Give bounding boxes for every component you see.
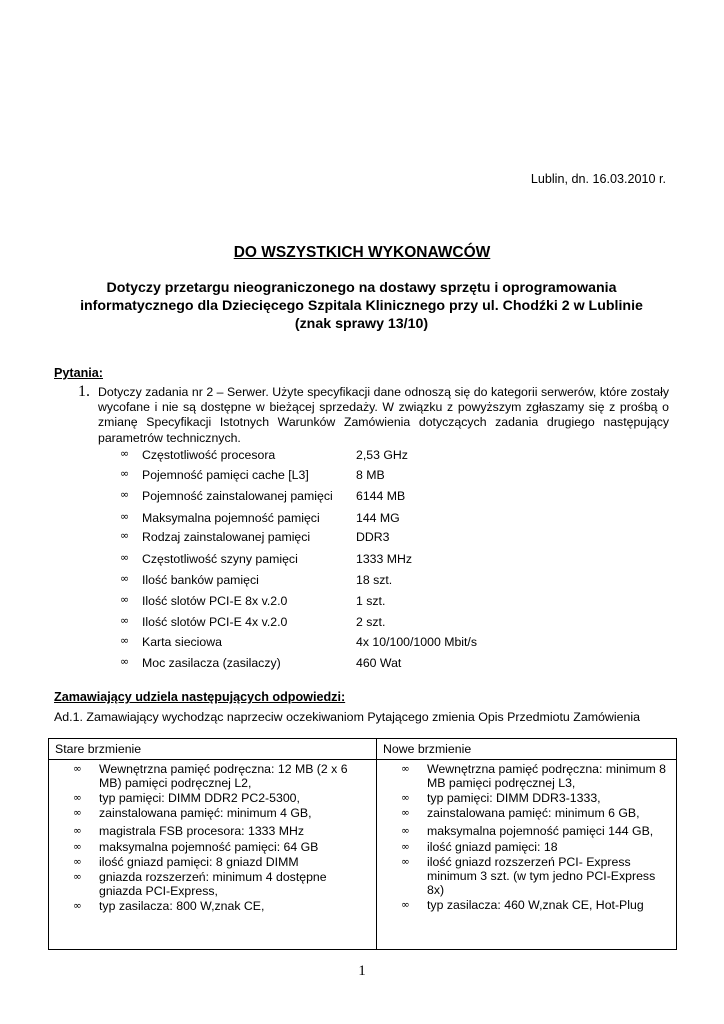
list-item: ∞ typ zasilacza: 460 W,znak CE, Hot-Plug: [401, 897, 644, 912]
comparison-table: [48, 738, 677, 950]
infinity-bullet-icon: ∞: [120, 510, 130, 523]
page-number: 1: [358, 963, 366, 979]
spec-row: [120, 573, 540, 589]
spec-row: [120, 594, 540, 610]
spec-label: Pojemność zainstalowanej pamięci: [142, 489, 333, 503]
spec-label: Karta sieciowa: [142, 635, 222, 649]
spec-label: Ilość banków pamięci: [142, 573, 259, 587]
answers-heading: Zamawiający udziela następujących odpowiedzi:: [54, 690, 346, 704]
infinity-bullet-icon: ∞: [73, 792, 82, 805]
spec-value: DDR3: [356, 530, 390, 544]
spec-row: [120, 511, 540, 527]
spec-row: [120, 530, 540, 546]
infinity-bullet-icon: ∞: [401, 855, 410, 868]
question-text: Dotyczy zadania nr 2 – Serwer. Użyte specyfikacji dane odnoszą się do kategorii serwerów, które zostały wycofane i nie są dostępne w bieżącej sprzedaży. W związku z powyższym zgłaszamy się z prośbą o zmianę Specyfikacji Istotnych Warunków Zamówienia dotyczących zadania drugiego następujący parametrów technicznych.: [98, 385, 669, 445]
list-item: ∞ maksymalna pojemność pamięci 144 GB,: [401, 824, 654, 839]
spec-label: Pojemność pamięci cache [L3]: [142, 468, 309, 482]
table-row: [49, 760, 677, 950]
list-item: ∞ typ zasilacza: 800 W,znak CE,: [73, 899, 265, 914]
spec-value: 8 MB: [356, 468, 385, 482]
spec-label: Częstotliwość szyny pamięci: [142, 552, 298, 566]
infinity-bullet-icon: ∞: [401, 825, 410, 838]
infinity-bullet-icon: ∞: [120, 572, 130, 585]
old-wording-header: Stare brzmienie: [49, 739, 377, 760]
old-wording-list: [73, 762, 370, 913]
infinity-bullet-icon: ∞: [120, 529, 130, 542]
infinity-bullet-icon: ∞: [73, 763, 82, 775]
spec-label: Ilość slotów PCI-E 8x v.2.0: [142, 594, 288, 608]
spec-row: [120, 615, 540, 631]
list-item: ∞ maksymalna pojemność pamięci: 64 GB: [73, 839, 319, 854]
infinity-bullet-icon: ∞: [120, 593, 130, 606]
page-title: DO WSZYSTKICH WYKONAWCÓW: [233, 244, 491, 261]
spec-row: [120, 552, 540, 568]
spec-value: 1 szt.: [356, 594, 386, 608]
spec-value: 2,53 GHz: [356, 448, 408, 462]
list-item: ∞ magistrala FSB procesora: 1333 MHz: [73, 824, 305, 839]
old-wording-cell: [49, 760, 377, 950]
list-item: ∞ typ pamięci: DIMM DDR3-1333,: [401, 791, 601, 806]
infinity-bullet-icon: ∞: [120, 467, 130, 480]
spec-value: 4x 10/100/1000 Mbit/s: [356, 635, 477, 649]
list-item: ∞ zainstalowana pamięć: minimum 4 GB,: [73, 806, 312, 821]
spec-row: [120, 656, 540, 672]
spec-value: 460 Wat: [356, 656, 402, 670]
spec-value: 1333 MHz: [356, 552, 413, 566]
list-item: ∞ typ pamięci: DIMM DDR2 PC2-5300,: [73, 791, 300, 806]
spec-value: 2 szt.: [356, 615, 386, 629]
list-item: ∞ ilość gniazd pamięci: 18: [401, 839, 558, 854]
infinity-bullet-icon: ∞: [73, 807, 82, 820]
list-item: ∞ Wewnętrzna pamięć podręczna: 12 MB (2 x 6 MB) pamięci podręcznej L2,: [73, 762, 348, 790]
infinity-bullet-icon: ∞: [401, 792, 410, 805]
subject-block: [60, 279, 663, 333]
list-item: ∞ ilość gniazd pamięci: 8 gniazd DIMM: [73, 854, 299, 869]
new-wording-list: [401, 762, 670, 912]
infinity-bullet-icon: ∞: [73, 825, 82, 838]
infinity-bullet-icon: ∞: [401, 807, 410, 820]
spec-row: [120, 489, 540, 505]
spec-value: 18 szt.: [356, 573, 393, 587]
subject-line-2: informatycznego dla Dziecięcego Szpitala Klinicznego przy ul. Chodźki 2 w Lublinie: [80, 298, 643, 314]
infinity-bullet-icon: ∞: [73, 840, 82, 853]
new-wording-header: Nowe brzmienie: [377, 739, 677, 760]
answer-ad1: Ad.1. Zamawiający wychodząc naprzeciw oczekiwaniom Pytającego zmienia Opis Przedmiotu Zamówienia: [54, 710, 641, 724]
subject-line-1: Dotyczy przetargu nieograniczonego na dostawy sprzętu i oprogramowania: [106, 280, 617, 296]
spec-value: 144 MG: [356, 511, 400, 525]
infinity-bullet-icon: ∞: [73, 900, 82, 913]
spec-label: Rodzaj zainstalowanej pamięci: [142, 530, 311, 544]
document-date: Lublin, dn. 16.03.2010 r.: [530, 172, 666, 186]
new-wording-cell: [377, 760, 677, 950]
infinity-bullet-icon: ∞: [120, 655, 130, 668]
spec-row: [120, 448, 540, 464]
spec-label: Częstotliwość procesora: [142, 448, 276, 462]
list-item: ∞ Wewnętrzna pamięć podręczna: minimum 8 MB pamięci podręcznej L3,: [401, 762, 666, 790]
infinity-bullet-icon: ∞: [120, 614, 130, 627]
spec-row: [120, 635, 540, 651]
infinity-bullet-icon: ∞: [73, 870, 82, 883]
question-number: 1.: [78, 383, 90, 400]
infinity-bullet-icon: ∞: [73, 855, 82, 868]
infinity-bullet-icon: ∞: [401, 898, 410, 911]
infinity-bullet-icon: ∞: [120, 634, 130, 647]
list-item: ∞ ilość gniazd rozszerzeń PCI- Express minimum 3 szt. (w tym jedno PCI-Express 8x): [401, 854, 656, 897]
infinity-bullet-icon: ∞: [120, 488, 130, 501]
list-item: ∞ gniazda rozszerzeń: minimum 4 dostępne gniazda PCI-Express,: [73, 869, 327, 898]
table-header-row: [49, 739, 677, 760]
spec-row: [120, 468, 540, 484]
infinity-bullet-icon: ∞: [401, 763, 410, 775]
spec-label: Moc zasilacza (zasilaczy): [142, 656, 281, 670]
spec-label: Ilość slotów PCI-E 4x v.2.0: [142, 615, 288, 629]
list-item: ∞ zainstalowana pamięć: minimum 6 GB,: [401, 806, 640, 821]
questions-heading: Pytania:: [54, 366, 103, 380]
infinity-bullet-icon: ∞: [401, 840, 410, 853]
spec-value: 6144 MB: [356, 489, 406, 503]
subject-line-3: (znak sprawy 13/10): [294, 316, 429, 332]
infinity-bullet-icon: ∞: [120, 447, 130, 460]
spec-label: Maksymalna pojemność pamięci: [142, 511, 320, 525]
infinity-bullet-icon: ∞: [120, 551, 130, 564]
